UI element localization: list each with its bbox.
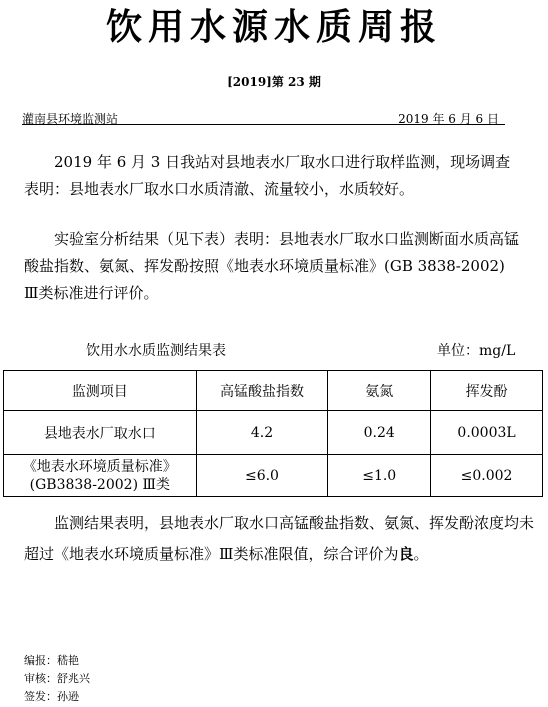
row-item: 县地表水厂取水口 [4,411,197,455]
value-permanganate: 4.2 [196,411,328,455]
signature-editor: 编报：嵇艳 [24,654,79,667]
signature-approver: 签发：孙逊 [24,690,79,703]
limit-ammonia: ≤1.0 [328,455,431,497]
report-date: 2019 年 6 月 6 日 [398,112,499,126]
table-header-row [4,371,543,411]
issue-number: [2019]第 23 期 [227,75,321,89]
header-permanganate: 高锰酸盐指数 [196,371,328,411]
table-row [4,411,543,455]
limit-phenol: ≤0.002 [431,455,543,497]
table-caption-row [0,340,548,362]
results-table [3,370,543,497]
conclusion-text: 监测结果表明，县地表水厂取水口高锰酸盐指数、氨氮、挥发酚浓度均未超过《地表水环境质量标准》Ⅲ类标准限值，综合评价为 [24,514,535,563]
paragraph-conclusion [24,508,534,570]
header-phenol: 挥发酚 [431,371,543,411]
report-header [22,110,505,125]
standard-row [4,455,543,497]
conclusion-grade: 良 [398,545,414,563]
limit-permanganate: ≤6.0 [196,455,328,497]
table-unit: 单位：mg/L [437,343,516,359]
paragraph-analysis: 实验室分析结果（见下表）表明：县地表水厂取水口监测断面水质高锰酸盐指数、氨氮、挥发酚按照《地表水环境质量标准》(GB 3838-2002) Ⅲ类标准进行评价。 [24,230,520,302]
value-ammonia: 0.24 [328,411,431,455]
table-caption: 饮用水水质监测结果表 [86,343,226,359]
station-name: 灌南县环境监测站 [22,112,119,126]
standard-name [4,455,197,497]
report-title: 饮用水源水质周报 [105,7,442,48]
signature-reviewer: 审核：舒兆兴 [24,672,90,685]
header-item: 监测项目 [4,371,197,411]
paragraph-sampling: 2019 年 6 月 3 日我站对县地表水厂取水口进行取样监测，现场调查表明：县地表水厂取水口水质清澈、流量较小，水质较好。 [24,153,511,198]
value-phenol: 0.0003L [431,411,543,455]
standard-name-line1: 《地表水环境质量标准》 [22,458,177,475]
header-ammonia: 氨氮 [328,371,431,411]
conclusion-end: 。 [413,545,429,563]
standard-name-line2: (GB3838-2002) Ⅲ类 [29,476,170,493]
